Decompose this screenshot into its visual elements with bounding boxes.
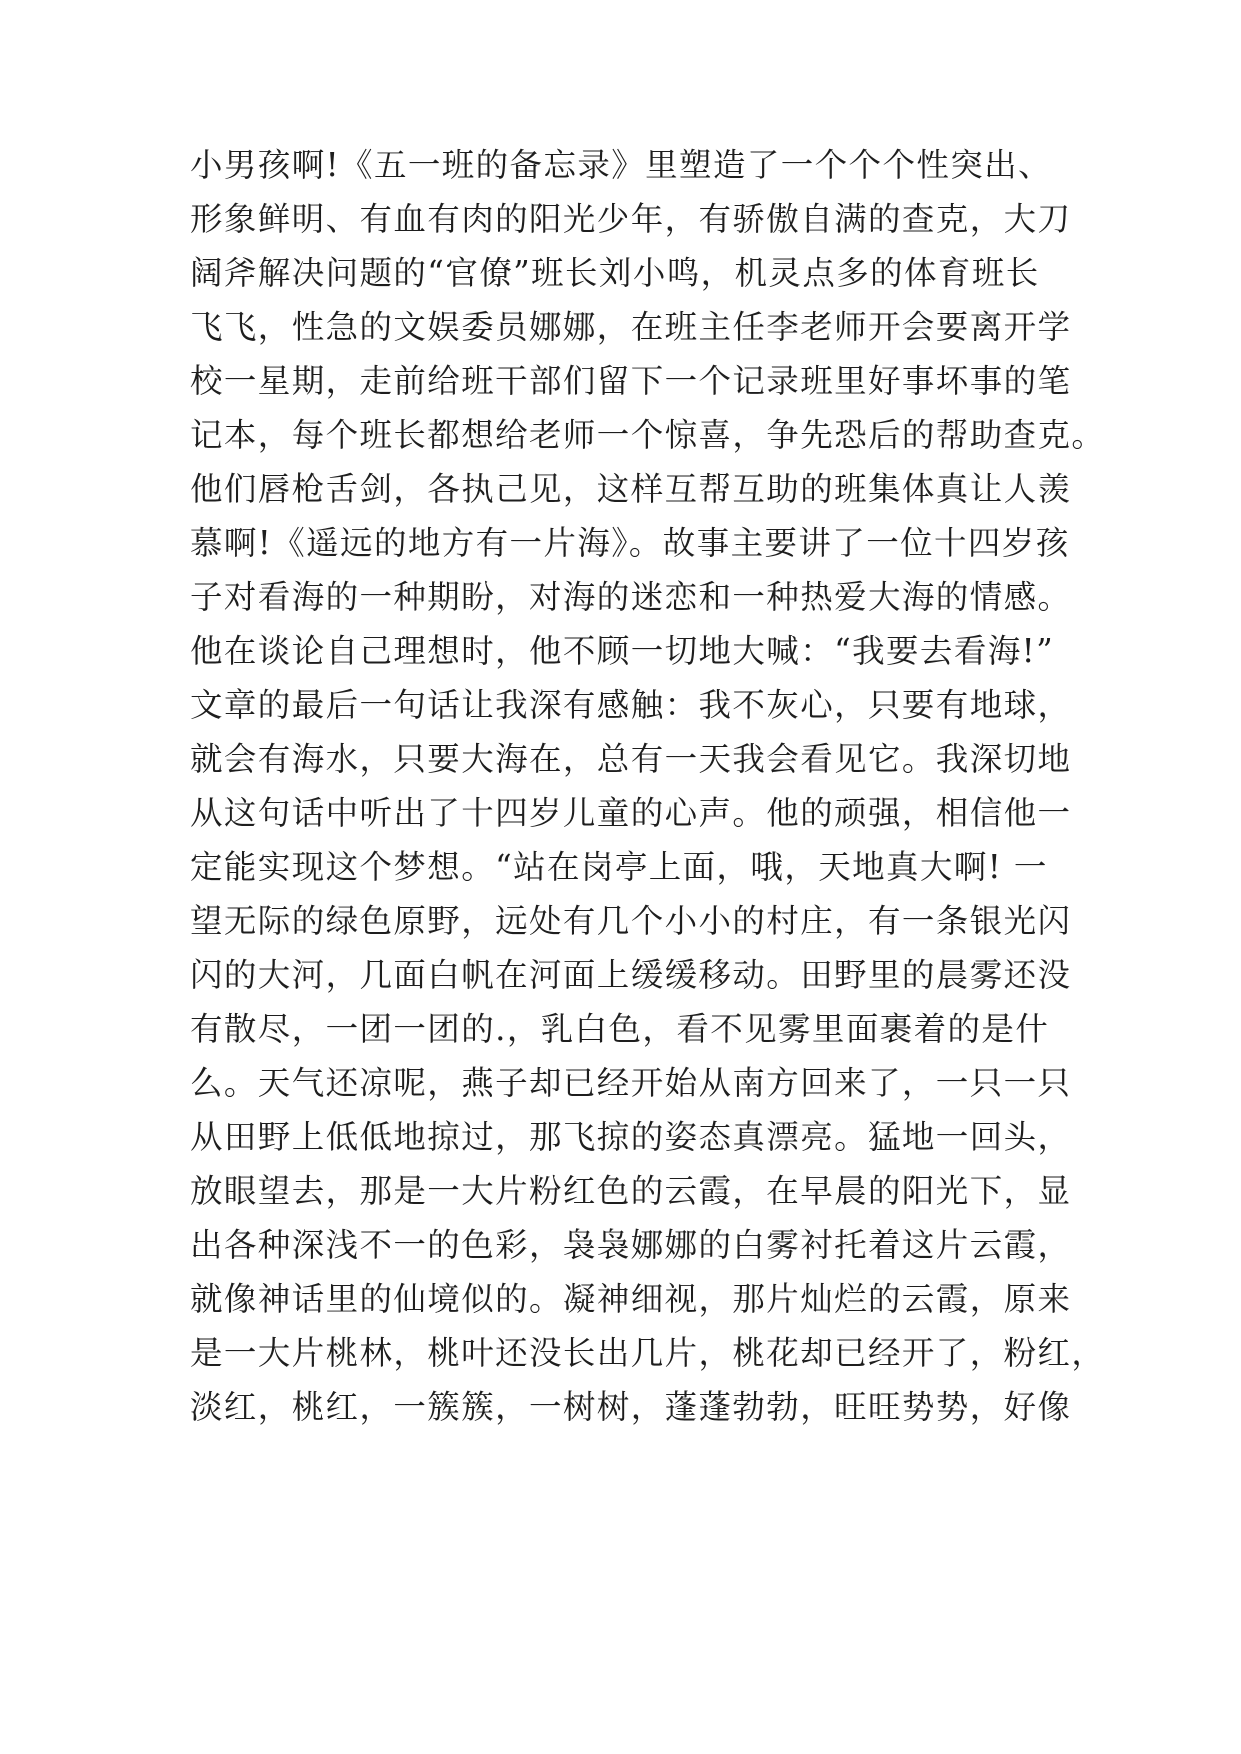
text-line: 放眼望去，那是一大片粉红色的云霞，在早晨的阳光下，显	[190, 1172, 1072, 1210]
text-line: 校一星期，走前给班干部们留下一个记录班里好事坏事的笔	[190, 362, 1072, 400]
text-line: 阔斧解决问题的“官僚”班长刘小鸣，机灵点多的体育班长	[190, 254, 1040, 292]
text-line: 他在谈论自己理想时，他不顾一切地大喊：“我要去看海!”	[190, 632, 1055, 670]
text-line: 就会有海水，只要大海在，总有一天我会看见它。我深切地	[190, 740, 1072, 778]
text-line: 淡红，桃红，一簇簇，一树树，蓬蓬勃勃，旺旺势势，好像	[190, 1388, 1072, 1426]
text-line: 记本，每个班长都想给老师一个惊喜，争先恐后的帮助查克。	[190, 416, 1106, 454]
text-line: 是一大片桃林，桃叶还没长出几片，桃花却已经开了，粉红，	[190, 1334, 1106, 1372]
text-line: 望无际的绿色原野，远处有几个小小的村庄，有一条银光闪	[190, 902, 1072, 940]
text-line: 定能实现这个梦想。“站在岗亭上面，哦，天地真大啊! 一	[190, 848, 1048, 886]
text-line: 么。天气还凉呢，燕子却已经开始从南方回来了，一只一只	[190, 1064, 1072, 1102]
body-text	[190, 138, 1106, 1434]
text-line: 从田野上低低地掠过，那飞掠的姿态真漂亮。猛地一回头，	[190, 1118, 1072, 1156]
text-line: 形象鲜明、有血有肉的阳光少年，有骄傲自满的查克，大刀	[190, 200, 1072, 238]
text-line: 小男孩啊!《五一班的备忘录》里塑造了一个个个性突出、	[190, 146, 1052, 184]
text-line: 出各种深浅不一的色彩，袅袅娜娜的白雾衬托着这片云霞，	[190, 1226, 1072, 1264]
text-line: 文章的最后一句话让我深有感触：我不灰心，只要有地球，	[190, 686, 1072, 724]
text-line: 他们唇枪舌剑，各执己见，这样互帮互助的班集体真让人羡	[190, 470, 1072, 508]
text-line: 飞飞，性急的文娱委员娜娜，在班主任李老师开会要离开学	[190, 308, 1072, 346]
text-line: 子对看海的一种期盼，对海的迷恋和一种热爱大海的情感。	[190, 578, 1072, 616]
text-line: 慕啊!《遥远的地方有一片海》。故事主要讲了一位十四岁孩	[190, 524, 1070, 562]
text-line: 从这句话中听出了十四岁儿童的心声。他的顽强，相信他一	[190, 794, 1072, 832]
text-line: 就像神话里的仙境似的。凝神细视，那片灿烂的云霞，原来	[190, 1280, 1072, 1318]
text-line: 闪的大河，几面白帆在河面上缓缓移动。田野里的晨雾还没	[190, 956, 1072, 994]
text-line: 有散尽，一团一团的.，乳白色，看不见雾里面裹着的是什	[190, 1010, 1050, 1048]
